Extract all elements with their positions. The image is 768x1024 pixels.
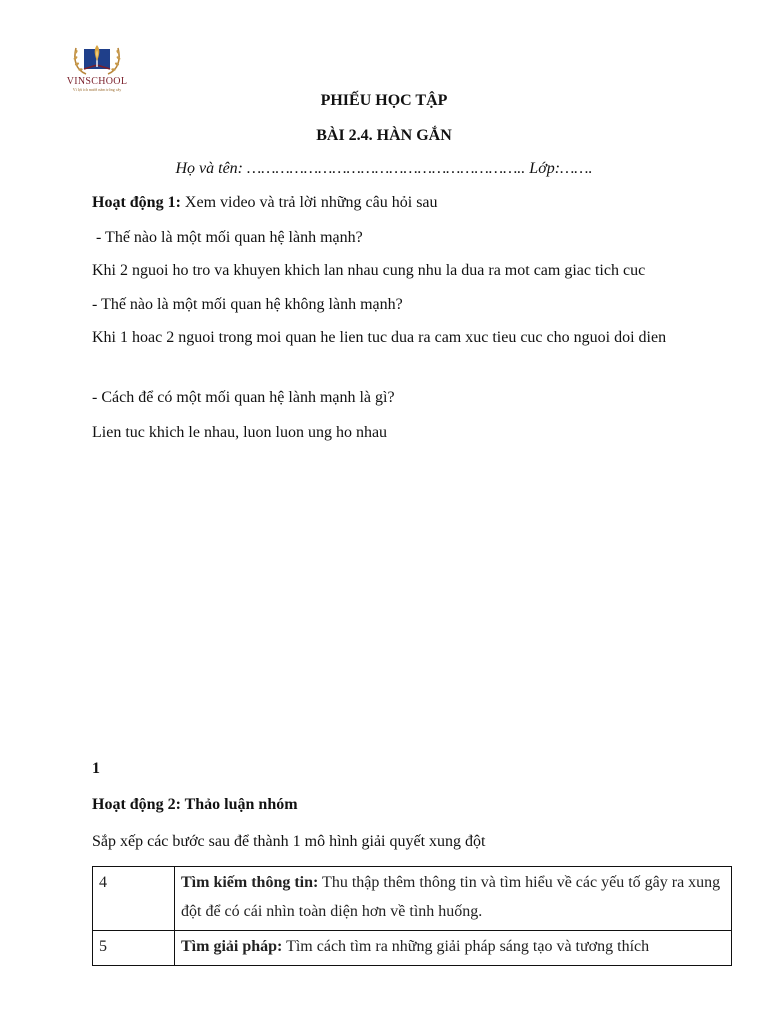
step-text: Tìm cách tìm ra những giải pháp sáng tạo và tương thích	[282, 938, 650, 955]
logo-brand-text: VINSCHOOL	[66, 76, 128, 87]
answer-2: Khi 1 hoac 2 nguoi trong moi quan he lien tuc dua ra cam xuc tieu cuc cho nguoi doi dien	[92, 329, 667, 346]
table-row	[93, 931, 732, 966]
laurel-book-emblem-icon	[62, 40, 132, 76]
question-3: - Cách để có một mối quan hệ lành mạnh là gì?	[92, 389, 395, 406]
question-1: - Thế nào là một mối quan hệ lành mạnh?	[92, 229, 363, 246]
step-title: Tìm kiếm thông tin:	[181, 874, 319, 891]
logo-tagline: Vì lợi ích mười năm trồng cây	[72, 87, 122, 92]
page-number: 1	[92, 760, 100, 777]
question-2: - Thế nào là một mối quan hệ không lành mạnh?	[92, 296, 403, 313]
lesson-title: BÀI 2.4. HÀN GẮN	[316, 127, 452, 144]
table-row	[93, 867, 732, 931]
step-text: Thu thập thêm thông tin và tìm hiểu về các yếu tố gây ra xung đột để có cái nhìn toàn diện hơn về tình huống.	[181, 874, 721, 920]
step-description	[175, 931, 732, 966]
answer-1: Khi 2 nguoi ho tro va khuyen khich lan nhau cung nhu la dua ra mot cam giac tich cuc	[92, 262, 646, 279]
activity1-heading: Hoạt động 1:	[92, 194, 181, 211]
vinschool-logo	[62, 40, 132, 98]
activity2-heading: Hoạt động 2: Thảo luận nhóm	[92, 796, 298, 813]
step-title: Tìm giải pháp:	[181, 938, 283, 955]
activity1-line	[92, 190, 730, 216]
conflict-steps-table	[92, 866, 732, 966]
activity1-instruction: Xem video và trả lời những câu hỏi sau	[180, 194, 438, 211]
name-class-line: Họ và tên: ………………………………………………….. Lớp:…….	[175, 160, 593, 177]
step-number: 5	[93, 931, 175, 966]
answer-3: Lien tuc khich le nhau, luon luon ung ho nhau	[92, 424, 388, 441]
activity2-instruction: Sắp xếp các bước sau để thành 1 mô hình giải quyết xung đột	[92, 833, 486, 850]
step-number: 4	[93, 867, 175, 931]
step-description	[175, 867, 732, 931]
worksheet-title: PHIẾU HỌC TẬP	[320, 92, 448, 109]
